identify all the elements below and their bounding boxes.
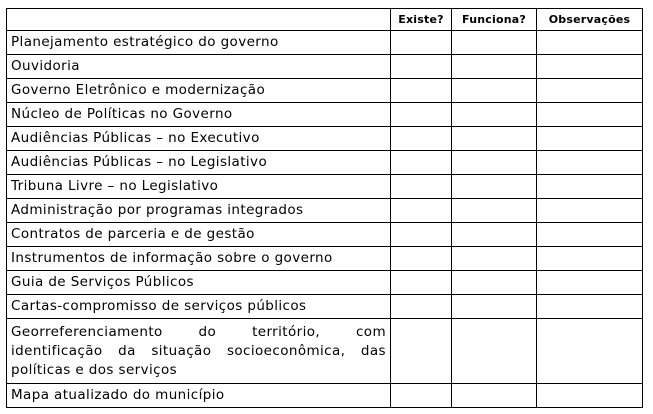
table-row: [7, 31, 643, 55]
row-item-label: Tribuna Livre – no Legislativo: [7, 175, 391, 199]
table-body: [7, 31, 643, 408]
row-item-label: Ouvidoria: [7, 55, 391, 79]
existe-cell[interactable]: [391, 295, 452, 319]
table-row: [7, 103, 643, 127]
funciona-cell[interactable]: [452, 127, 537, 151]
observacoes-cell[interactable]: [537, 127, 643, 151]
existe-cell[interactable]: [391, 31, 452, 55]
table-row: [7, 384, 643, 408]
row-item-label: Instrumentos de informação sobre o governo: [7, 247, 391, 271]
funciona-cell[interactable]: [452, 31, 537, 55]
checklist-table: [6, 8, 643, 408]
row-item-label: Georreferenciamento do território, com identificação da situação socioeconômica, das políticas e dos serviços: [7, 319, 391, 384]
observacoes-cell[interactable]: [537, 31, 643, 55]
funciona-cell[interactable]: [452, 247, 537, 271]
observacoes-cell[interactable]: [537, 175, 643, 199]
existe-cell[interactable]: [391, 384, 452, 408]
observacoes-cell[interactable]: [537, 55, 643, 79]
funciona-cell[interactable]: [452, 199, 537, 223]
row-item-label: Contratos de parceria e de gestão: [7, 223, 391, 247]
table-row: [7, 151, 643, 175]
funciona-cell[interactable]: [452, 55, 537, 79]
header-observacoes: Observações: [537, 9, 643, 31]
observacoes-cell[interactable]: [537, 384, 643, 408]
funciona-cell[interactable]: [452, 151, 537, 175]
existe-cell[interactable]: [391, 103, 452, 127]
funciona-cell[interactable]: [452, 103, 537, 127]
existe-cell[interactable]: [391, 175, 452, 199]
funciona-cell[interactable]: [452, 271, 537, 295]
row-item-label: Mapa atualizado do município: [7, 384, 391, 408]
observacoes-cell[interactable]: [537, 151, 643, 175]
funciona-cell[interactable]: [452, 295, 537, 319]
observacoes-cell[interactable]: [537, 223, 643, 247]
table-row: [7, 79, 643, 103]
existe-cell[interactable]: [391, 79, 452, 103]
existe-cell[interactable]: [391, 151, 452, 175]
table-row: [7, 271, 643, 295]
row-item-label: Planejamento estratégico do governo: [7, 31, 391, 55]
table-row: [7, 55, 643, 79]
table-row: [7, 319, 643, 384]
funciona-cell[interactable]: [452, 175, 537, 199]
observacoes-cell[interactable]: [537, 247, 643, 271]
table-row: [7, 127, 643, 151]
observacoes-cell[interactable]: [537, 79, 643, 103]
existe-cell[interactable]: [391, 271, 452, 295]
row-item-label: Audiências Públicas – no Executivo: [7, 127, 391, 151]
header-item: [7, 9, 391, 31]
existe-cell[interactable]: [391, 127, 452, 151]
row-item-label: Cartas-compromisso de serviços públicos: [7, 295, 391, 319]
funciona-cell[interactable]: [452, 384, 537, 408]
row-item-label: Guia de Serviços Públicos: [7, 271, 391, 295]
header-funciona: Funciona?: [452, 9, 537, 31]
row-item-label: Governo Eletrônico e modernização: [7, 79, 391, 103]
table-header: [7, 9, 643, 31]
observacoes-cell[interactable]: [537, 319, 643, 384]
funciona-cell[interactable]: [452, 79, 537, 103]
table-row: [7, 247, 643, 271]
table-row: [7, 223, 643, 247]
observacoes-cell[interactable]: [537, 199, 643, 223]
table-row: [7, 199, 643, 223]
existe-cell[interactable]: [391, 319, 452, 384]
table-row: [7, 295, 643, 319]
existe-cell[interactable]: [391, 199, 452, 223]
observacoes-cell[interactable]: [537, 271, 643, 295]
header-existe: Existe?: [391, 9, 452, 31]
observacoes-cell[interactable]: [537, 103, 643, 127]
existe-cell[interactable]: [391, 55, 452, 79]
existe-cell[interactable]: [391, 247, 452, 271]
existe-cell[interactable]: [391, 223, 452, 247]
observacoes-cell[interactable]: [537, 295, 643, 319]
table-row: [7, 175, 643, 199]
funciona-cell[interactable]: [452, 223, 537, 247]
header-row: [7, 9, 643, 31]
funciona-cell[interactable]: [452, 319, 537, 384]
row-item-label: Núcleo de Políticas no Governo: [7, 103, 391, 127]
row-item-label: Administração por programas integrados: [7, 199, 391, 223]
row-item-label: Audiências Públicas – no Legislativo: [7, 151, 391, 175]
